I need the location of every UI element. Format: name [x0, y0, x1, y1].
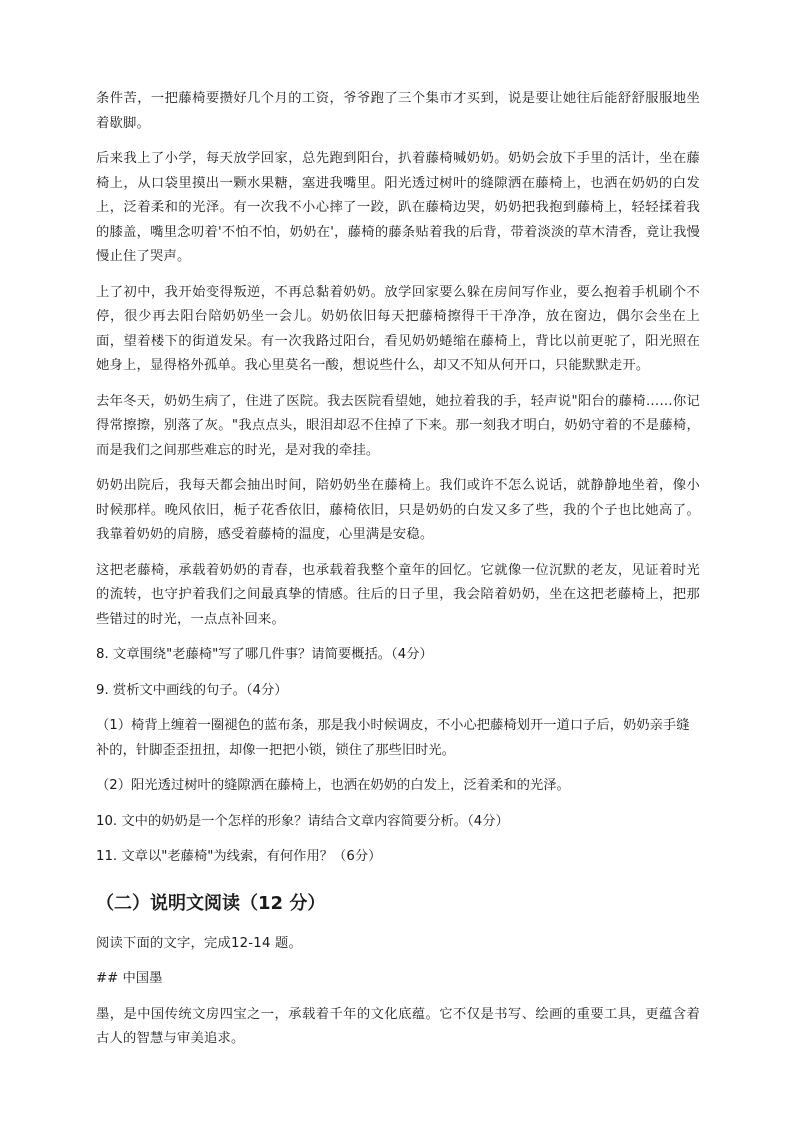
article-paragraph-1: 墨，是中国传统文房四宝之一，承载着千年的文化底蕴。它不仅是书写、绘画的重要工具，更蕴含着古人的智慧与审美追求。 — [96, 1006, 700, 1046]
question-11: 11. 文章以"老藤椅"为线索，有何作用？（6分） — [96, 849, 382, 864]
article-title: ## 中国墨 — [96, 971, 163, 986]
story-paragraph-1: 条件苦，一把藤椅要攒好几个月的工资，爷爷跑了三个集市才买到，说是要让她往后能舒舒服服地坐着歇脚。 — [96, 91, 700, 131]
story-paragraph-6: 这把老藤椅，承载着奶奶的青春，也承载着我整个童年的回忆。它就像一位沉默的老友，见证着时光的流转，也守护着我们之间最真挚的情感。往后的日子里，我会陪着奶奶，坐在这把老藤椅上，把那些错过的时光，一点点补回来。 — [96, 562, 700, 627]
story-paragraph-2: 后来我上了小学，每天放学回家，总先跑到阳台，扒着藤椅喊奶奶。奶奶会放下手里的活计，坐在藤椅上，从口袋里摸出一颗水果糖，塞进我嘴里。阳光透过树叶的缝隙洒在藤椅上，也洒在奶奶的白发上，泛着柔和的光泽。有一次我不小心摔了一跤，趴在藤椅边哭，奶奶把我抱到藤椅上，轻轻揉着我的膝盖，嘴里念叨着'不怕不怕，奶奶在'，藤椅的藤条贴着我的后背，带着淡淡的草木清香，竟让我慢慢止住了哭声。 — [96, 151, 700, 264]
question-9-part-1: （1）椅背上缠着一圈褪色的蓝布条，那是我小时候调皮，不小心把藤椅划开一道口子后，奶奶亲手缝补的，针脚歪歪扭扭，却像一把把小锁，锁住了那些旧时光。 — [96, 718, 690, 758]
section-instruction: 阅读下面的文字，完成12-14 题。 — [96, 935, 303, 951]
story-paragraph-4: 去年冬天，奶奶生病了，住进了医院。我去医院看望她，她拉着我的手，轻声说"阳台的藤椅……你记得常擦擦，别落了灰。"我点点头，眼泪却忍不住掉了下来。那一刻我才明白，奶奶守着的不是藤椅，而是我们之间那些难忘的时光，是对我的牵挂。 — [96, 393, 700, 458]
question-9: 9. 赏析文中画线的句子。（4分） — [96, 682, 288, 698]
question-10: 10. 文中的奶奶是一个怎样的形象？请结合文章内容简要分析。（4分） — [96, 813, 509, 829]
story-paragraph-3: 上了初中，我开始变得叛逆，不再总黏着奶奶。放学回家要么躲在房间写作业，要么抱着手机刷个不停，很少再去阳台陪奶奶坐一会儿。奶奶依旧每天把藤椅擦得干干净净，放在窗边，偶尔会坐在上面，望着楼下的街道发呆。有一次我路过阳台，看见奶奶蜷缩在藤椅上，背比以前更驼了，阳光照在她身上，显得格外孤单。我心里莫名一酸，想说些什么，却又不知从何开口，只能默默走开。 — [96, 284, 700, 373]
question-9-part-2: （2）阳光透过树叶的缝隙洒在藤椅上，也洒在奶奶的白发上，泛着柔和的光泽。 — [96, 778, 570, 793]
story-paragraph-5: 奶奶出院后，我每天都会抽出时间，陪奶奶坐在藤椅上。我们或许不怎么说话，就静静地坐着，像小时候那样。晚风依旧，栀子花香依旧，藤椅依旧，只是奶奶的白发又多了些，我的个子也比她高了。我靠着奶奶的肩膀，感受着藤椅的温度，心里满是安稳。 — [96, 478, 700, 542]
question-8: 8. 文章围绕"老藤椅"写了哪几件事？请简要概括。（4分） — [96, 647, 433, 662]
document-page — [96, 87, 700, 1063]
section-heading-expository: （二）说明文阅读（12 分） — [96, 892, 326, 914]
